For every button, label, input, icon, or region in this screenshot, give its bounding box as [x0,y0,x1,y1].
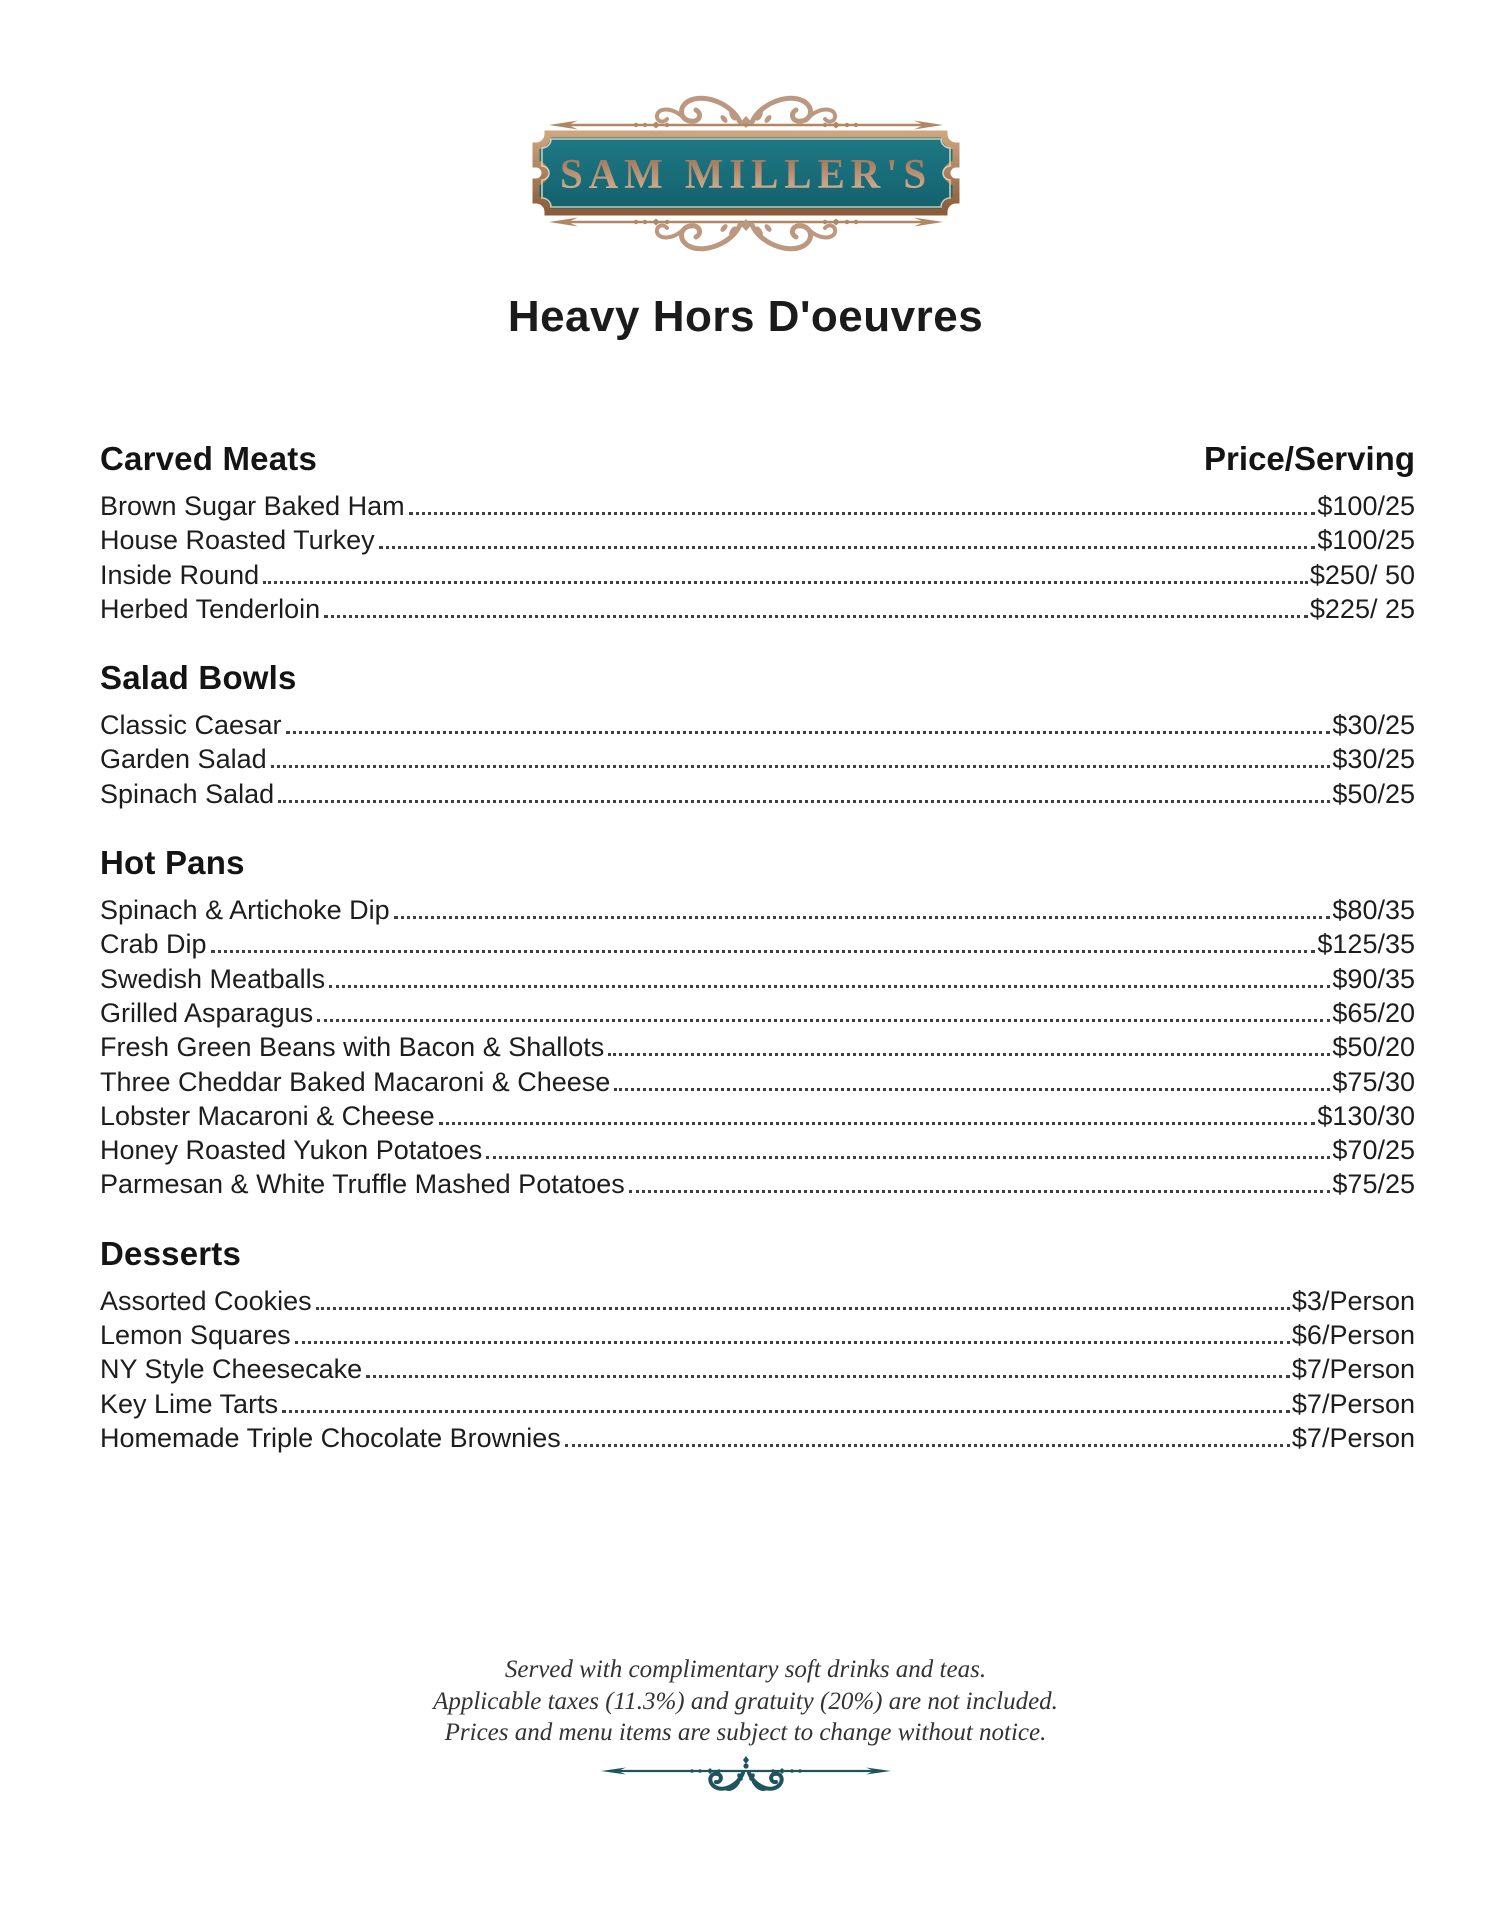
price-serving-header: Price/Serving [1204,440,1415,477]
dot-leader [324,615,1308,618]
item-label: Swedish Meatballs [100,963,326,994]
dot-leader [263,581,1308,584]
menu-item-row [100,962,1415,996]
dot-leader [608,1053,1330,1056]
footer-note-line: Served with complimentary soft drinks and teas. [504,1656,987,1683]
menu-item-row [100,996,1415,1030]
section-title: Salad Bowls [100,659,297,697]
item-price: $90/35 [1332,963,1415,994]
item-label: Classic Caesar [100,710,282,741]
section-title: Hot Pans [100,844,245,882]
item-label: Lemon Squares [100,1320,291,1351]
item-label: Spinach Salad [100,778,275,809]
item-price: $130/30 [1317,1100,1415,1131]
footer [0,1654,1491,1807]
menu-section [100,656,1415,811]
dot-leader [366,1375,1290,1378]
menu-sections [100,437,1415,1455]
dot-leader [282,1410,1290,1413]
menu-item-row [100,592,1415,626]
item-label: Homemade Triple Chocolate Brownies [100,1422,561,1453]
item-price: $7/Person [1291,1422,1415,1453]
item-label: Fresh Green Beans with Bacon & Shallots [100,1032,605,1063]
menu-item-row [100,777,1415,811]
menu-item-row [100,1167,1415,1201]
menu-item-row [100,1352,1415,1386]
menu-item-row [100,489,1415,523]
footer-note-line: Applicable taxes (11.3%) and gratuity (20%) are not included. [433,1687,1058,1715]
dot-leader [278,800,1330,803]
item-label: Assorted Cookies [100,1285,312,1316]
item-price: $30/25 [1332,744,1415,775]
menu-item-row [100,893,1415,927]
item-label: Honey Roasted Yukon Potatoes [100,1135,483,1166]
menu-item-row [100,558,1415,592]
item-label: Crab Dip [100,929,207,960]
dot-leader [316,1307,1290,1310]
item-label: Parmesan & White Truffle Mashed Potatoes [100,1169,625,1200]
item-price: $65/20 [1332,997,1415,1028]
item-price: $7/Person [1291,1388,1415,1419]
section-header [100,1232,1415,1276]
item-label: Three Cheddar Baked Macaroni & Cheese [100,1066,611,1097]
item-price: $3/Person [1291,1285,1415,1316]
dot-leader [565,1444,1290,1447]
dot-leader [329,985,1330,988]
menu-item-row [100,1421,1415,1455]
menu-section [100,1232,1415,1455]
item-price: $75/30 [1332,1066,1415,1097]
page-title: Heavy Hors D'oeuvres [507,292,984,341]
item-label: Spinach & Artichoke Dip [100,895,390,926]
section-header [100,841,1415,885]
footer-divider-icon [596,1755,896,1807]
menu-item-row [100,1065,1415,1099]
item-price: $100/25 [1317,525,1415,556]
dot-leader [439,1122,1316,1125]
menu-section [100,841,1415,1202]
item-label: Key Lime Tarts [100,1388,279,1419]
dot-leader [271,765,1331,768]
section-title: Desserts [100,1234,242,1272]
item-price: $75/25 [1332,1169,1415,1200]
item-price: $125/35 [1317,929,1415,960]
menu-section [100,437,1415,626]
dot-leader [295,1341,1290,1344]
menu-item-row [100,927,1415,961]
menu-item-row [100,1387,1415,1421]
item-price: $225/ 25 [1309,593,1415,624]
dot-leader [394,916,1331,919]
item-price: $50/20 [1332,1032,1415,1063]
item-label: NY Style Cheesecake [100,1354,363,1385]
item-price: $30/25 [1332,710,1415,741]
dot-leader [486,1156,1330,1159]
section-header [100,656,1415,700]
logo-flourish-bottom-icon [656,219,834,249]
menu-item-row [100,1133,1415,1167]
item-price: $50/25 [1332,778,1415,809]
item-price: $80/35 [1332,895,1415,926]
section-title: Carved Meats [100,440,317,477]
item-label: Herbed Tenderloin [100,593,321,624]
item-label: House Roasted Turkey [100,525,375,556]
menu-item-row [100,1099,1415,1133]
restaurant-logo-graphic [486,90,1006,282]
item-label: Grilled Asparagus [100,997,314,1028]
dot-leader [629,1190,1331,1193]
item-price: $7/Person [1291,1354,1415,1385]
item-label: Garden Salad [100,744,267,775]
item-label: Lobster Macaroni & Cheese [100,1100,435,1131]
item-price: $250/ 50 [1309,559,1415,590]
menu-item-row [100,523,1415,557]
menu-item-row [100,1030,1415,1064]
menu-item-row [100,1284,1415,1318]
dot-leader [614,1088,1330,1091]
section-header [100,437,1415,481]
menu-item-row [100,1318,1415,1352]
menu-item-row [100,742,1415,776]
item-label: Inside Round [100,559,260,590]
footer-note-line: Prices and menu items are subject to change without notice. [444,1719,1047,1746]
item-price: $6/Person [1291,1320,1415,1351]
restaurant-logo [486,90,1006,282]
item-label: Brown Sugar Baked Ham [100,491,405,521]
dot-leader [211,950,1316,953]
menu-item-row [100,708,1415,742]
dot-leader [409,512,1316,515]
item-price: $100/25 [1317,491,1415,521]
logo-plaque [536,134,956,212]
dot-leader [379,546,1316,549]
logo-text: SAM MILLER'S [559,152,932,198]
logo-flourish-top-icon [656,98,834,128]
item-price: $70/25 [1332,1135,1415,1166]
dot-leader [286,731,1331,734]
dot-leader [317,1019,1330,1022]
